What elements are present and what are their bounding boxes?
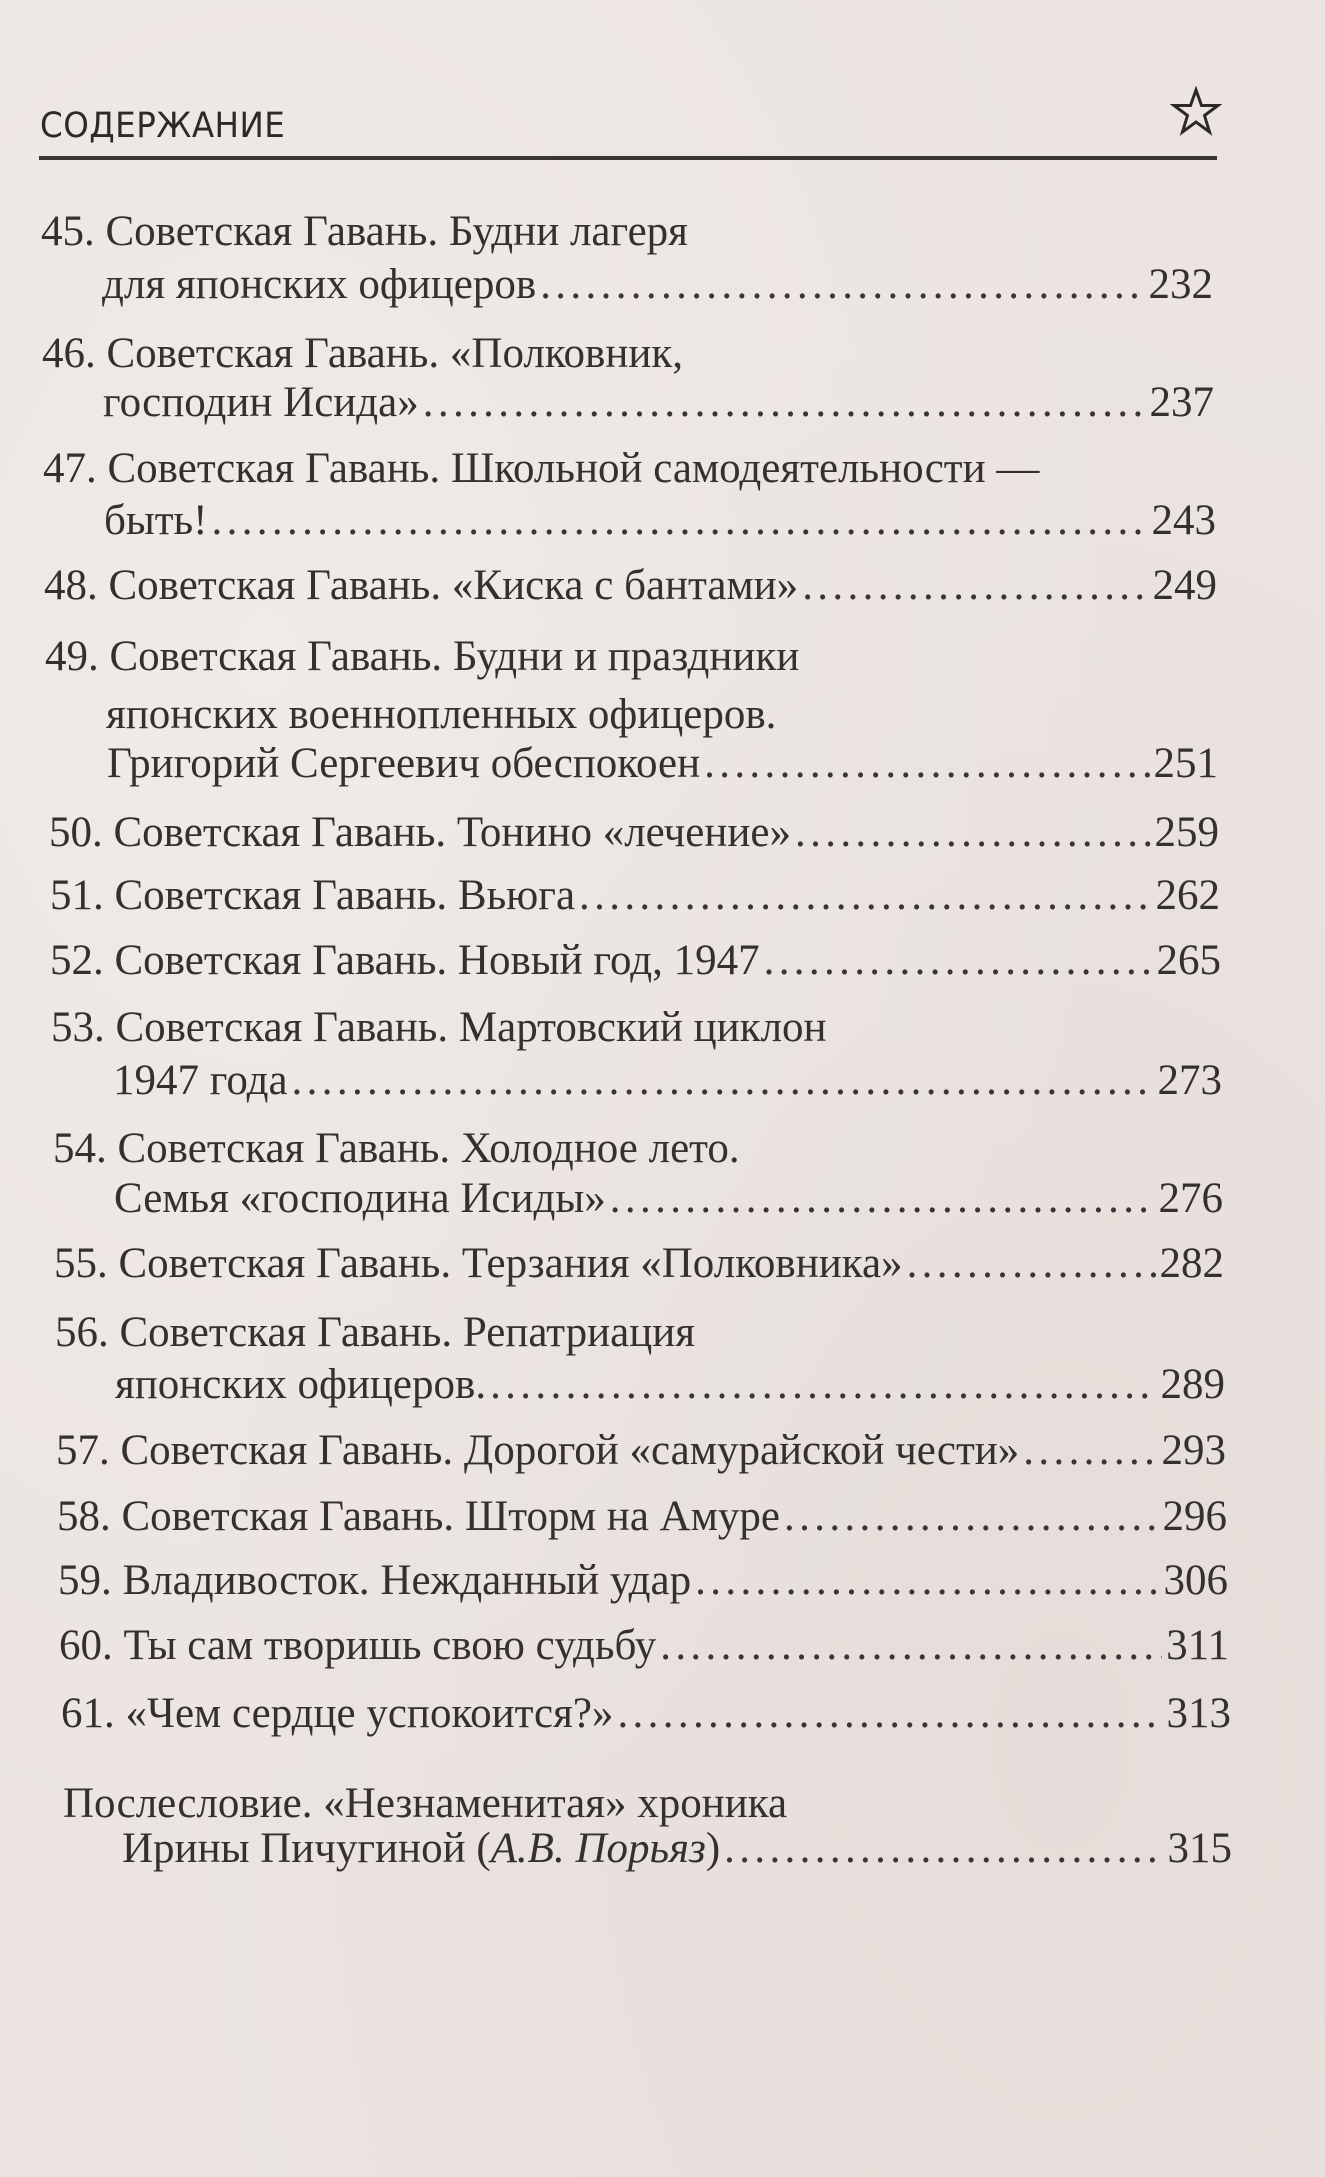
entry-title: Советская Гавань. Тонино «лечение» — [113, 809, 792, 856]
entry-title: Советская Гавань. Репатриация — [119, 1309, 696, 1356]
entry-title: Советская Гавань. Будни и праздники — [109, 633, 800, 680]
entry-title: Советская Гавань. «Киска с бантами» — [108, 562, 799, 609]
toc-entry-53[interactable] — [113, 1056, 1222, 1106]
toc-entry-54-line1 — [53, 1124, 740, 1174]
entry-number: 52. — [50, 937, 104, 984]
entry-title: Советская Гавань. Терзания «Полковника» — [118, 1240, 903, 1287]
entry-title: Ты сам творишь свою судьбу — [123, 1622, 657, 1669]
entry-title: Советская Гавань. Шторм на Амуре — [121, 1493, 781, 1540]
entry-title: Советская Гавань. Вьюга — [114, 872, 576, 919]
dot-leader — [724, 1824, 1163, 1874]
toc-entry-47-line1 — [43, 444, 1039, 494]
toc-entry-55[interactable] — [54, 1239, 1224, 1289]
toc-entry-50[interactable] — [49, 808, 1219, 858]
page-number: 289 — [1160, 1361, 1225, 1408]
entry-title: «Чем сердце успокоится?» — [125, 1690, 614, 1737]
entry-title: Советская Гавань. Дорогой «самурайской чести» — [120, 1427, 1020, 1474]
toc-entry-45[interactable] — [102, 260, 1213, 310]
page-number: 276 — [1158, 1175, 1223, 1222]
entry-title: Советская Гавань. Школьной самодеятельности — — [107, 445, 1040, 492]
afterword-author: А.В. Порьяз — [490, 1825, 706, 1872]
entry-number: 47. — [43, 445, 97, 492]
dot-leader — [660, 1621, 1162, 1671]
toc-entry-52[interactable] — [50, 936, 1221, 986]
toc-entry-51[interactable] — [50, 871, 1220, 921]
toc-entry-61[interactable] — [61, 1689, 1231, 1739]
afterword-subtitle: Ирины Пичугиной (А.В. Порьяз) — [122, 1825, 721, 1872]
entry-title: быть! — [104, 497, 208, 544]
page-number: 259 — [1154, 809, 1219, 856]
toc-entry-46[interactable] — [103, 378, 1214, 428]
dot-leader — [695, 1556, 1159, 1606]
toc-entry-56-line1 — [55, 1308, 695, 1358]
entry-number: 50. — [49, 809, 103, 856]
page-number: 315 — [1167, 1825, 1232, 1872]
page-number: 232 — [1148, 261, 1213, 308]
dot-leader — [423, 378, 1146, 428]
dot-leader — [579, 871, 1151, 921]
dot-leader — [610, 1174, 1155, 1224]
entry-title: господин Исида» — [103, 379, 419, 426]
dot-leader — [764, 936, 1153, 986]
entry-title: Григорий Сергеевич обеспокоен — [107, 740, 701, 787]
dot-leader — [802, 561, 1148, 611]
dot-leader — [540, 260, 1144, 310]
entry-number: 61. — [61, 1690, 115, 1737]
dot-leader — [795, 808, 1150, 858]
page-number: 237 — [1149, 379, 1214, 426]
star-outline-icon — [1170, 86, 1222, 136]
entry-title: Советская Гавань. Мартовский циклон — [115, 1004, 827, 1051]
entry-title: Советская Гавань. Холодное лето. — [117, 1125, 740, 1172]
dot-leader — [704, 739, 1149, 789]
entry-number: 53. — [51, 1004, 105, 1051]
dot-leader — [490, 1360, 1156, 1410]
entry-number: 54. — [53, 1125, 107, 1172]
dot-leader — [907, 1239, 1156, 1289]
page-number: 251 — [1153, 740, 1218, 787]
entry-title: Советская Гавань. Будни лагеря — [105, 208, 688, 255]
toc-entry-49-line1 — [45, 632, 799, 682]
entry-number: 49. — [45, 633, 99, 680]
toc-entry-46-line1 — [42, 329, 683, 379]
toc-entry-59[interactable] — [58, 1556, 1228, 1606]
entry-number: 46. — [42, 330, 96, 377]
page-number: 243 — [1151, 497, 1216, 544]
toc-entry-49-line2 — [106, 690, 776, 740]
entry-number: 48. — [44, 562, 98, 609]
entry-title: японских офицеров. — [115, 1361, 487, 1408]
dot-leader — [784, 1492, 1158, 1542]
header-divider — [39, 156, 1217, 160]
toc-afterword-line1 — [63, 1779, 787, 1829]
page-number: 282 — [1159, 1240, 1224, 1287]
toc-entry-54[interactable] — [114, 1174, 1223, 1224]
toc-entry-47[interactable] — [104, 496, 1216, 546]
toc-entry-57[interactable] — [56, 1426, 1226, 1476]
page-number: 306 — [1163, 1557, 1228, 1604]
toc-entry-48[interactable] — [44, 561, 1217, 611]
entry-number: 51. — [50, 872, 104, 919]
afterword-title: Послесловие. «Незнаменитая» хроника — [63, 1780, 788, 1827]
toc-entry-60[interactable] — [59, 1621, 1229, 1671]
page-title: СОДЕРЖАНИЕ — [40, 106, 286, 146]
entry-number: 57. — [56, 1427, 110, 1474]
page-number: 265 — [1156, 937, 1221, 984]
page-number: 262 — [1155, 872, 1220, 919]
entry-title: для японских офицеров — [102, 261, 537, 308]
dot-leader — [292, 1056, 1154, 1106]
toc-entry-56[interactable] — [115, 1360, 1225, 1410]
page-number: 296 — [1162, 1493, 1227, 1540]
entry-title: Владивосток. Нежданный удар — [122, 1557, 692, 1604]
entry-title: Советская Гавань. Новый год, 1947 — [114, 937, 760, 984]
toc-afterword[interactable] — [122, 1824, 1232, 1874]
toc-entry-53-line1 — [51, 1003, 827, 1053]
entry-number: 55. — [54, 1240, 108, 1287]
entry-number: 60. — [59, 1622, 113, 1669]
entry-title: Советская Гавань. «Полковник, — [106, 330, 684, 377]
page-number: 311 — [1166, 1622, 1229, 1669]
entry-number: 59. — [58, 1557, 112, 1604]
entry-title: Семья «господина Исиды» — [114, 1175, 606, 1222]
page-number: 249 — [1152, 562, 1217, 609]
page-number: 273 — [1157, 1057, 1222, 1104]
dot-leader — [1023, 1426, 1157, 1476]
entry-number: 56. — [55, 1309, 109, 1356]
toc-entry-49[interactable] — [107, 739, 1218, 789]
toc-entry-58[interactable] — [57, 1492, 1227, 1542]
dot-leader — [212, 496, 1148, 546]
entry-title: японских военнопленных офицеров. — [106, 691, 777, 738]
entry-number: 58. — [57, 1493, 111, 1540]
toc-entry-45-line1 — [41, 207, 688, 257]
page-number: 293 — [1161, 1427, 1226, 1474]
entry-number: 45. — [41, 208, 95, 255]
page-number: 313 — [1166, 1690, 1231, 1737]
dot-leader — [617, 1689, 1162, 1739]
entry-title: 1947 года — [113, 1057, 288, 1104]
